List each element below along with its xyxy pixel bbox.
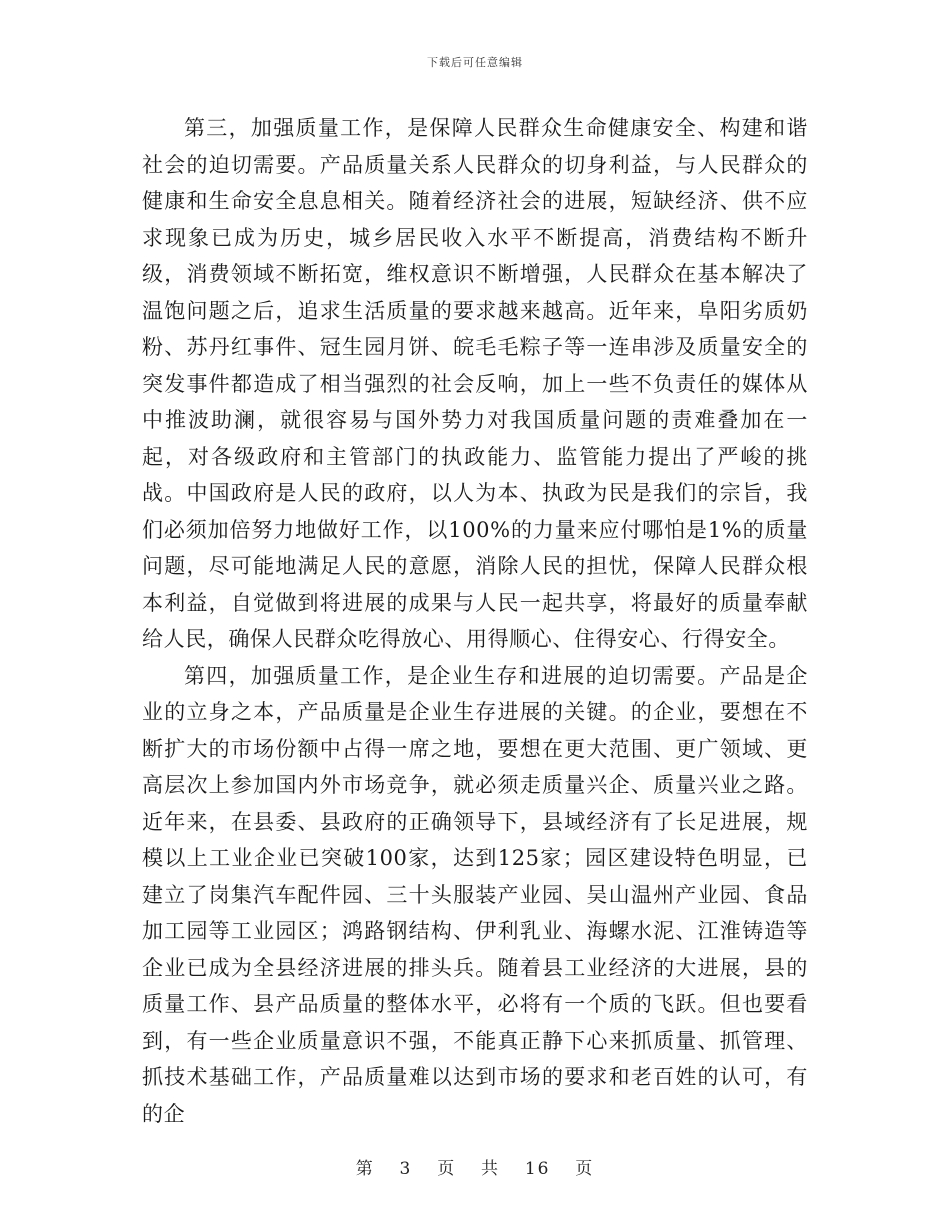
header-note: 下载后可任意编辑 — [427, 56, 523, 69]
footer-total-word: 共 — [481, 1159, 500, 1179]
footer-suffix: 页 — [575, 1159, 595, 1179]
page-footer — [0, 1154, 950, 1179]
total-pages-number: 16 — [524, 1159, 551, 1179]
footer-page-word: 页 — [437, 1159, 457, 1179]
current-page-number: 3 — [399, 1159, 413, 1179]
paragraph-third-point: 第三，加强质量工作，是保障人民群众生命健康安全、构建和谐社会的迫切需要。产品质量关系人民群众的切身利益，与人民群众的健康和生命安全息息相关。随着经济社会的进展，短缺经济、供不应求现象已成为历史，城乡居民收入水平不断提高，消费结构不断升级，消费领域不断拓宽，维权意识不断增强，人民群众在基本解决了温饱问题之后，追求生活质量的要求越来越高。近年来，阜阳劣质奶粉、苏丹红事件、冠生园月饼、皖毛毛粽子等一连串涉及质量安全的突发事件都造成了相当强烈的社会反响，加上一些不负责任的媒体从中推波助澜，就很容易与国外势力对我国质量问题的责难叠加在一起，对各级政府和主管部门的执政能力、监管能力提出了严峻的挑战。中国政府是人民的政府，以人为本、执政为民是我们的宗旨，我们必须加倍努力地做好工作，以100%的力量来应付哪怕是1%的质量问题，尽可能地满足人民的意愿，消除人民的担忧，保障人民群众根本利益，自觉做到将进展的成果与人民一起共享，将最好的质量奉献给人民，确保人民群众吃得放心、用得顺心、住得安心、行得安全。 — [142, 116, 808, 651]
paragraph-fourth-point: 第四，加强质量工作，是企业生存和进展的迫切需要。产品是企业的立身之本，产品质量是企业生存进展的关键。的企业，要想在不断扩大的市场份额中占得一席之地，要想在更大范围、更广领域、更高层次上参加国内外市场竞争，就必须走质量兴企、质量兴业之路。近年来，在县委、县政府的正确领导下，县域经济有了长足进展，规模以上工业企业已突破100家，达到125家；园区建设特色明显，已建立了岗集汽车配件园、三十头服装产业园、吴山温州产业园、食品加工园等工业园区；鸿路钢结构、伊利乳业、海螺水泥、江淮铸造等企业已成为全县经济进展的排头兵。随着县工业经济的大进展，县的质量工作、县产品质量的整体水平，必将有一个质的飞跃。但也要看到，有一些企业质量意识不强，不能真正静下心来抓质量、抓管理、抓技术基础工作，产品质量难以达到市场的要求和老百姓的认可，有的企 — [142, 663, 808, 1126]
document-body — [142, 110, 808, 1132]
footer-prefix: 第 — [355, 1159, 375, 1179]
